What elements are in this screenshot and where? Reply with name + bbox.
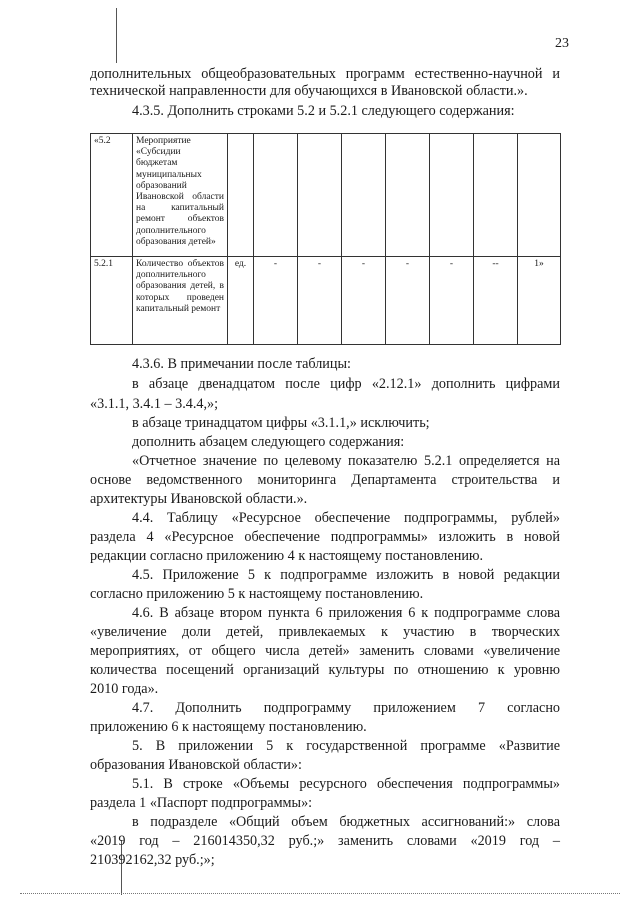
- table-cell: [342, 134, 386, 257]
- text-line: мероприятиях, от общего числа детей» заменить словами «увеличение: [90, 643, 560, 659]
- text-line: 5.1. В строке «Объемы ресурсного обеспечения подпрограммы»: [132, 776, 560, 792]
- text-line: в подразделе «Общий объем бюджетных ассигнований:» слова: [132, 814, 560, 830]
- text-line: 5. В приложении 5 к государственной программе «Развитие: [132, 738, 560, 754]
- text-line: согласно приложению 5 к настоящему постановлению.: [90, 586, 424, 602]
- value-cell: -: [430, 257, 474, 345]
- text-line: образования Ивановской области»:: [90, 757, 302, 773]
- text-line: 210392162,32 руб.;»;: [90, 852, 215, 868]
- text-line: архитектуры Ивановской области.».: [90, 491, 308, 507]
- text-line: 4.3.5. Дополнить строками 5.2 и 5.2.1 следующего содержания:: [132, 103, 515, 119]
- unit-cell: ед.: [228, 257, 254, 345]
- value-cell: -: [342, 257, 386, 345]
- text-line: «3.1.1, 3.4.1 – 3.4.4,»;: [90, 396, 219, 412]
- text-line: 4.7. Дополнить подпрограмму приложением 7 согласно: [132, 700, 560, 716]
- page-number: 23: [555, 36, 569, 51]
- text-line: «увеличение доли детей, привлекаемых к участию в творческих: [90, 624, 560, 640]
- text-line: «Отчетное значение по целевому показателю 5.2.1 определяется на: [132, 453, 560, 469]
- table-cell: [386, 134, 430, 257]
- text-line: в абзаце двенадцатом после цифр «2.12.1» дополнить цифрами: [132, 376, 560, 392]
- table-row: [91, 257, 561, 345]
- text-line: редакции согласно приложению 4 к настоящему постановлению.: [90, 548, 484, 564]
- text-line: 4.5. Приложение 5 к подпрограмме изложить в новой редакции: [132, 567, 560, 583]
- left-margin-mark: [116, 8, 117, 63]
- table-cell: [254, 134, 298, 257]
- table-row: [91, 134, 561, 257]
- text-line: 4.3.6. В примечании после таблицы:: [132, 356, 351, 372]
- text-line: 4.6. В абзаце втором пункта 6 приложения 6 к подпрограмме слова: [132, 605, 560, 621]
- text-line: 2010 года».: [90, 681, 159, 697]
- scan-edge-dots: [20, 893, 620, 894]
- value-cell: -: [254, 257, 298, 345]
- text-line: дополнить абзацем следующего содержания:: [132, 434, 405, 450]
- row-description: Мероприятие «Субсидии бюджетам муниципальных образований Ивановской области на капитальный ремонт объектов дополнительного образования детей»: [133, 134, 228, 257]
- value-cell: --: [474, 257, 518, 345]
- text-line: «2019 год – 216014350,32 руб.;» заменить словами «2019 год –: [90, 833, 560, 849]
- text-line: раздела 1 «Паспорт подпрограммы»:: [90, 795, 313, 811]
- text-line: 4.4. Таблицу «Ресурсное обеспечение подпрограммы, рублей»: [132, 510, 560, 526]
- text-line: раздела 4 «Ресурсное обеспечение подпрограммы» изложить в новой: [90, 529, 560, 545]
- row-number: «5.2: [91, 134, 133, 257]
- text-line: дополнительных общеобразовательных программ естественно-научной и: [90, 66, 560, 82]
- table-cell: [518, 134, 561, 257]
- text-line: в абзаце тринадцатом цифры «3.1.1,» исключить;: [132, 415, 430, 431]
- value-cell: -: [386, 257, 430, 345]
- indicator-table: [90, 133, 561, 345]
- text-line: технической направленности для обучающихся в Ивановской области.».: [90, 83, 528, 99]
- row-description: Количество объектов дополнительного образования детей, в которых проведен капитальный ремонт: [133, 257, 228, 345]
- value-cell: 1»: [518, 257, 561, 345]
- row-number: 5.2.1: [91, 257, 133, 345]
- text-line: приложению 6 к настоящему постановлению.: [90, 719, 367, 735]
- table-cell: [474, 134, 518, 257]
- text-line: количества посещений организаций культуры по отношению к уровню: [90, 662, 560, 678]
- table-cell: [228, 134, 254, 257]
- table-cell: [298, 134, 342, 257]
- text-line: основе ведомственного мониторинга Департамента строительства и: [90, 472, 560, 488]
- table-cell: [430, 134, 474, 257]
- value-cell: -: [298, 257, 342, 345]
